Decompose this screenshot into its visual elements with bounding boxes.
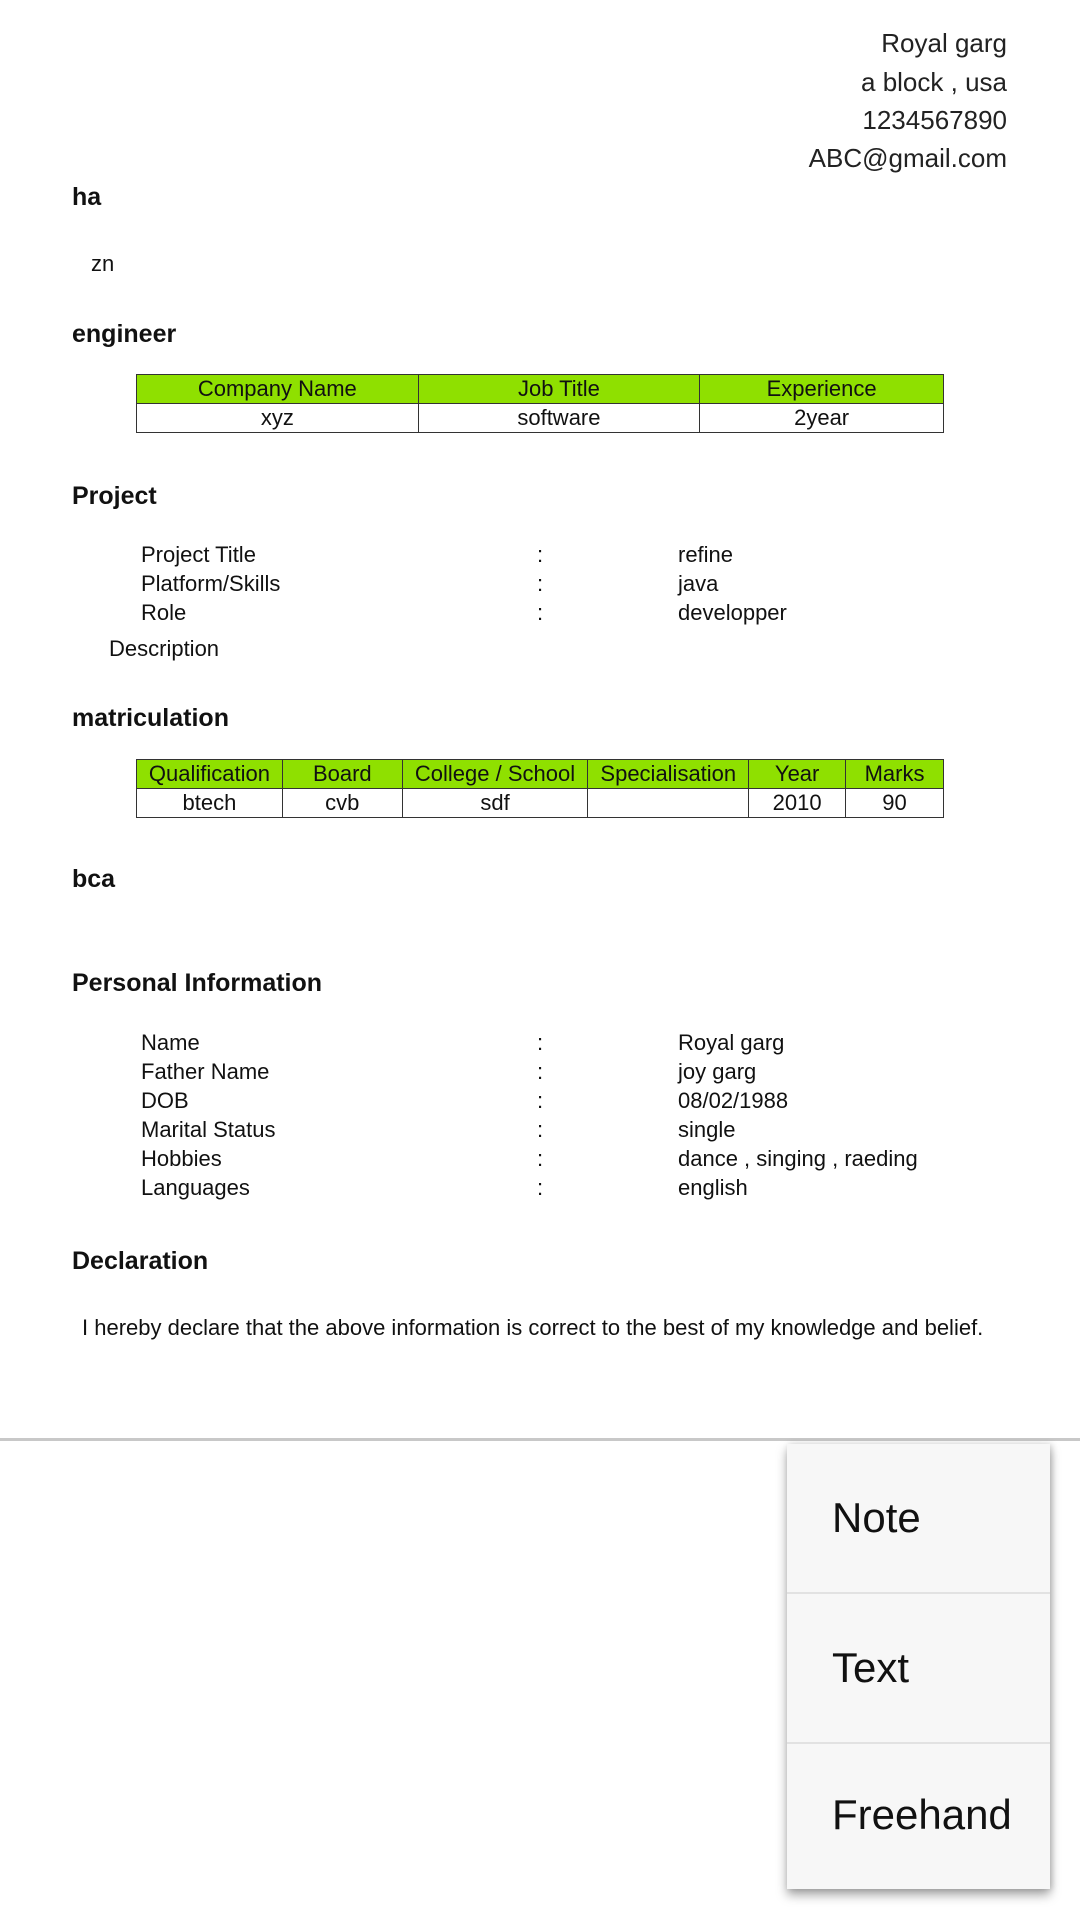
field-label: Marital Status [141,1117,276,1142]
education-header-row [137,760,944,789]
personal-heading: Personal Information [72,969,323,997]
field-separator: : [537,1088,544,1113]
col-qualification: Qualification [137,760,283,789]
table-row [137,789,944,818]
cell-job-title: software [418,404,700,433]
field-separator: : [537,600,544,625]
col-marks: Marks [846,760,944,789]
contact-phone: 1234567890 [862,105,1007,135]
field-label: Platform/Skills [141,571,281,596]
cell-company: xyz [137,404,419,433]
skills-heading: bca [72,865,116,893]
field-separator: : [537,1175,544,1200]
field-value: dance , singing , raeding [678,1146,918,1171]
field-value: single [678,1117,736,1142]
experience-header-row [137,375,944,404]
menu-item-freehand[interactable]: Freehand [832,1791,1012,1838]
col-specialisation: Specialisation [588,760,749,789]
page-divider [0,1438,1080,1441]
cell-specialisation [588,789,749,818]
education-table [136,759,944,818]
field-value: Royal garg [678,1030,785,1055]
contact-email: ABC@gmail.com [808,143,1007,173]
field-separator: : [537,1059,544,1084]
field-separator: : [537,571,544,596]
contact-name: Royal garg [881,28,1007,58]
col-company-name: Company Name [137,375,419,404]
experience-table [136,374,944,433]
education-heading: matriculation [72,704,229,732]
cell-year: 2010 [749,789,846,818]
field-label: Father Name [141,1059,270,1084]
declaration-text: I hereby declare that the above information is correct to the best of my knowledge and belief. [82,1315,984,1340]
cell-experience: 2year [700,404,944,433]
field-separator: : [537,1117,544,1142]
project-heading: Project [72,482,157,510]
declaration-heading: Declaration [72,1247,209,1275]
col-college-school: College / School [402,760,588,789]
project-description-label: Description [109,636,220,661]
field-separator: : [537,542,544,567]
field-label: Name [141,1030,200,1055]
contact-address: a block , usa [861,67,1007,97]
field-value: english [678,1175,748,1200]
field-label: Project Title [141,542,256,567]
col-job-title: Job Title [418,375,700,404]
col-board: Board [282,760,402,789]
field-value: java [678,571,719,596]
menu-item-note[interactable]: Note [832,1494,921,1541]
cell-college: sdf [402,789,588,818]
cell-marks: 90 [846,789,944,818]
annotation-type-menu [787,1444,1050,1889]
col-year: Year [749,760,846,789]
col-experience: Experience [700,375,944,404]
field-label: Languages [141,1175,250,1200]
field-value: developper [678,600,787,625]
field-label: Hobbies [141,1146,222,1171]
field-separator: : [537,1146,544,1171]
field-value: joy garg [678,1059,757,1084]
objective-text: zn [91,251,115,276]
cell-qualification: btech [137,789,283,818]
cell-board: cvb [282,789,402,818]
experience-heading: engineer [72,320,177,348]
table-row [137,404,944,433]
field-value: 08/02/1988 [678,1088,789,1113]
field-separator: : [537,1030,544,1055]
field-label: DOB [141,1088,189,1113]
objective-heading: ha [72,183,102,211]
field-label: Role [141,600,187,625]
menu-item-text[interactable]: Text [832,1644,910,1691]
field-value: refine [678,542,734,567]
